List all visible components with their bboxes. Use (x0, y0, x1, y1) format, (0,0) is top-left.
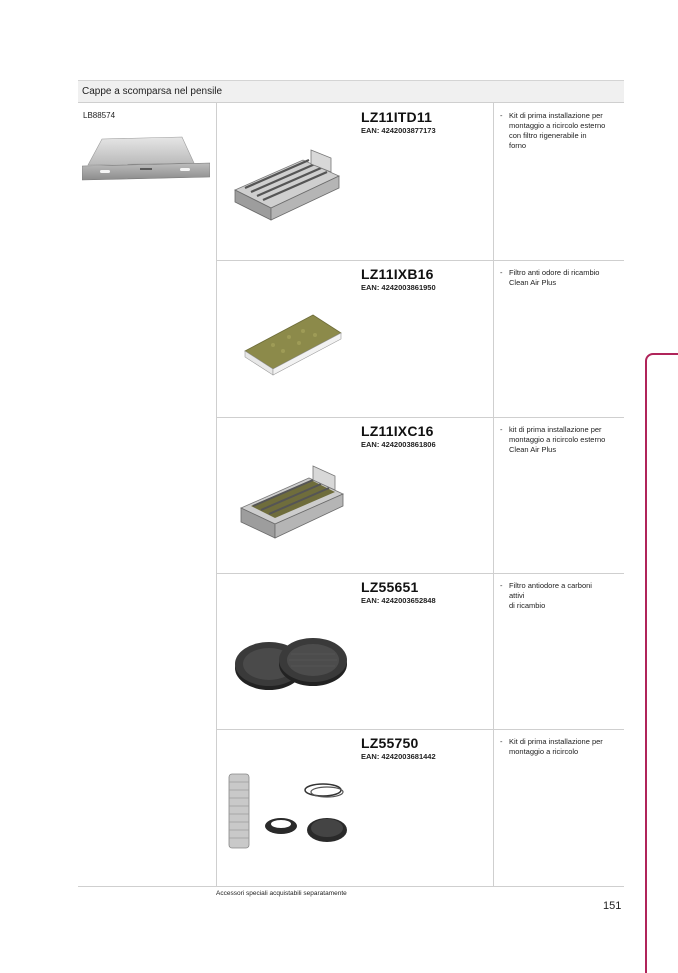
description-line: montaggio a ricircolo esterno (509, 435, 606, 444)
description-line: kit di prima installazione per (509, 425, 602, 434)
accessory-row (217, 104, 624, 260)
description-line: Kit di prima installazione per (509, 111, 603, 120)
section-header (78, 80, 624, 103)
accessory-description: - Filtro antiodore a carboni attivi di ricambio (500, 581, 622, 611)
accessory-row (217, 418, 624, 574)
section-title: Cappe a scomparsa nel pensile (82, 86, 223, 97)
accessory-ean: EAN: 4242003861806 (361, 440, 436, 449)
model-cell (78, 103, 216, 263)
table-bottom-rule (78, 886, 624, 887)
description-line: Filtro antiodore a carboni (509, 581, 592, 590)
accessory-row (217, 261, 624, 417)
side-tab-accent (645, 353, 678, 973)
accessory-code: LZ11ITD11 (361, 109, 433, 125)
accessory-description: - Kit di prima installazione per montaggio a ricircolo esterno con filtro rigenerabile in forno (500, 111, 622, 151)
accessory-code: LZ55750 (361, 735, 419, 751)
accessory-row (217, 574, 624, 730)
page-number: 151 (603, 900, 622, 912)
description-line: Kit di prima installazione per (509, 737, 603, 746)
description-line: montaggio a ricircolo esterno (509, 121, 606, 130)
footnote: Accessori speciali acquistabili separatamente (216, 890, 347, 897)
accessory-description: - kit di prima installazione per montaggio a ricircolo esterno Clean Air Plus (500, 425, 622, 455)
accessory-row (217, 730, 624, 886)
accessory-ean: EAN: 4242003652848 (361, 596, 436, 605)
regenerable-filter-kit-image (231, 146, 343, 222)
description-line: Clean Air Plus (509, 278, 557, 287)
recirculation-kit-image (223, 772, 355, 856)
accessory-ean: EAN: 4242003861950 (361, 283, 436, 292)
accessory-ean: EAN: 4242003681442 (361, 752, 436, 761)
description-line: montaggio a ricircolo (509, 747, 579, 756)
accessory-code: LZ55651 (361, 579, 419, 595)
description-line: Clean Air Plus (509, 445, 557, 454)
accessory-description: - Kit di prima installazione per montaggio a ricircolo (500, 737, 622, 757)
accessory-code: LZ11IXB16 (361, 266, 434, 282)
odour-filter-panel-image (243, 311, 343, 379)
model-code: LB88574 (83, 111, 116, 120)
range-hood-image (82, 133, 210, 193)
accessory-code: LZ11IXC16 (361, 423, 434, 439)
clean-air-kit-image (237, 462, 347, 540)
description-line: di ricambio (509, 601, 546, 610)
description-line: attivi (509, 591, 525, 600)
description-line: Filtro anti odore di ricambio (509, 268, 600, 277)
carbon-filters-pair-image (231, 614, 349, 698)
accessory-ean: EAN: 4242003877173 (361, 126, 436, 135)
description-line: forno (509, 141, 527, 150)
accessory-description: - Filtro anti odore di ricambio Clean Air Plus (500, 268, 622, 288)
description-line: con filtro rigenerabile in (509, 131, 587, 140)
